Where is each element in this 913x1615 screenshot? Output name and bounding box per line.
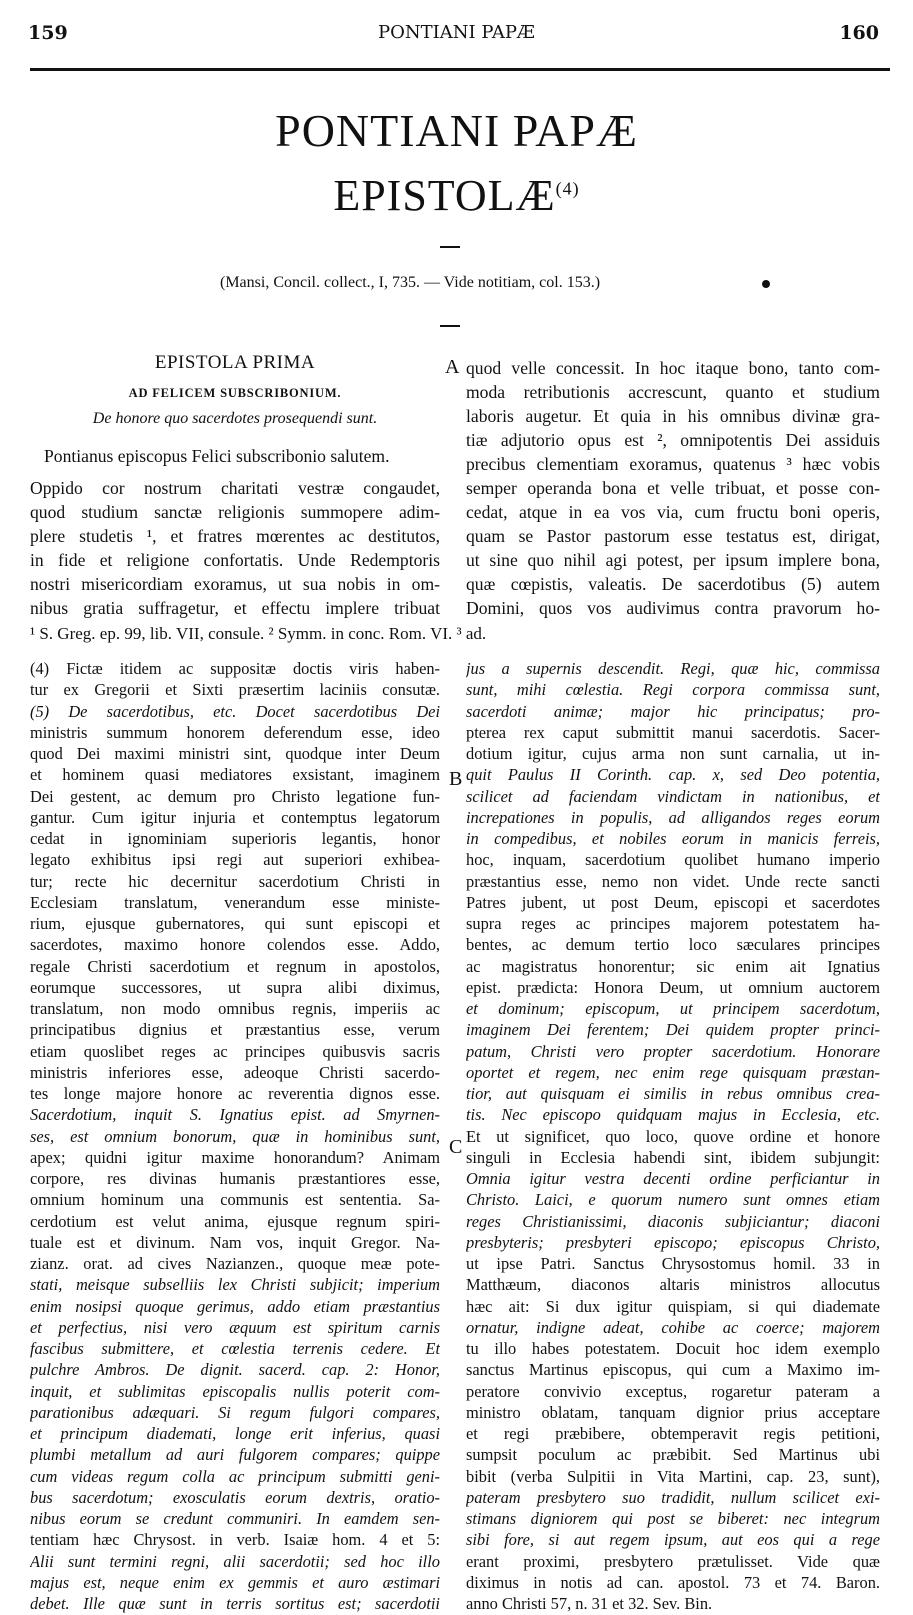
note-line-right: diximus in notis ad can. apostol. 73 et 74. Baron. — [466, 1572, 880, 1592]
note-line-right: bibit (verba Sulpitii in Vita Martini, cap. 23, sunt), — [466, 1466, 880, 1486]
note-line-left: fascibus submittere, et cœlestia terrenis cedere. Et — [30, 1339, 440, 1358]
note-line-left: et perfectius, nisi vero æquum est spiritum carnis — [30, 1317, 440, 1337]
note-line-right: tu illo habes potestatem. Docuit hoc idem exemplo — [466, 1339, 880, 1358]
note-line-left: rium, ejusque gubernatores, qui sunt episcopi et — [30, 914, 440, 933]
header-rule — [30, 68, 890, 71]
page-number-right: 160 — [839, 22, 879, 44]
body-line: precibus clementiam exoramus, quatenus ³ hæc vobis — [466, 454, 880, 474]
body-line: moda retributionis accrescunt, quanto et studium — [466, 382, 880, 402]
note-line-right: sanctus Martinus episcopus, qui cum a Maximo im- — [466, 1360, 880, 1380]
note-line-right: tior, aut quisquam ei similis in rebus omnibus crea- — [466, 1084, 880, 1103]
note-line-right: increpationes in populis, ad alligandos reges eorum — [466, 807, 880, 827]
note-line-right: ac magistratus honorentur; sic enim ait Ignatius — [466, 956, 880, 976]
note-line-right: pterea rex caput submittit manui sacerdotis. Sacer- — [466, 722, 880, 742]
body-line: tiæ adjutorio opus est ², omnipotentis Dei assiduis — [466, 430, 880, 450]
note-line-left: translatum, non modo omnibus regnis, imperiis ac — [30, 999, 440, 1018]
page-number-left: 159 — [28, 22, 68, 44]
note-line-left: tur; recte hic decernitur sacerdotium Christi in — [30, 871, 440, 891]
note-line-right: tis. Nec episcopo quidquam majus in Ecclesia, etc. — [466, 1105, 880, 1125]
note-line-left: et principum diademati, longe erit inferius, quasi — [30, 1424, 440, 1443]
footnotes: ¹ S. Greg. ep. 99, lib. VII, consule. ² Symm. in conc. Rom. VI. ³ ad. — [30, 624, 487, 643]
running-title: PONTIANI PAPÆ — [378, 22, 535, 43]
note-line-left: principatibus dignius et præstantius esse, verum — [30, 1020, 440, 1040]
note-line-left: tes longe majore honore ac reverentia dignos esse. — [30, 1084, 440, 1103]
note-line-left: debet. Ille quæ sunt in terris sortitus est; sacerdotii — [30, 1594, 440, 1613]
note-line-left: apex; quidni igitur maxime honorandum? Animam — [30, 1147, 440, 1167]
note-line-left: ministris inferiores esse, adeoque Christi sacerdo- — [30, 1062, 440, 1082]
title-note-marker: (4) — [555, 178, 580, 199]
note-line-right: peratore convivio exceptus, rogaretur pateram a — [466, 1381, 880, 1401]
note-line-right: stimans digniorem qui post se biberet: nec integrum — [466, 1509, 880, 1528]
sub-title-text: EPISTOLÆ — [333, 171, 556, 220]
note-line-right: epist. prædicta: Honora Deum, ut omnium auctorem — [466, 977, 880, 997]
note-line-right: jus a supernis descendit. Regi, quæ hic, commissa — [466, 659, 880, 678]
note-line-left: sacerdotes, maximo honore colendos esse. Addo, — [30, 935, 440, 955]
body-line: in fide et religione confortatis. Unde Redemptoris — [30, 550, 440, 570]
note-line-left: tur ex Gregorii et Sixti præsertim laciniis consutæ. — [30, 680, 440, 700]
note-line-right: sunt, mihi cœlestia. Regi corpora commissa sunt, — [466, 680, 880, 700]
note-line-right: erant proximi, presbytero prætulisset. Vide quæ — [466, 1551, 880, 1571]
note-line-right: supra reges ac principes majorem potestatem ha- — [466, 914, 880, 933]
title-dash-1 — [440, 246, 460, 248]
note-line-right: et dominum; episcopum, ut principem sacerdotum, — [466, 999, 880, 1018]
note-line-right: Et ut significet, quo loco, quove ordine et honore — [466, 1126, 880, 1146]
body-line: Domini, quos vos audivimus contra pravorum ho- — [466, 598, 880, 618]
note-line-left: cum videas regum colla ac principum submitti geni- — [30, 1466, 440, 1486]
ink-dot — [762, 280, 770, 288]
note-line-left: inquit, et sublimitas episcopalis nullis poterit com- — [30, 1381, 440, 1401]
note-line-right: imaginem Dei ferentem; Dei quidem propter princi- — [466, 1020, 880, 1040]
note-line-left: majus est, neque enim ex gemmis et auro æstimari — [30, 1572, 440, 1592]
note-line-left: nibus eorum se credunt communiri. In eamdem sen- — [30, 1509, 440, 1528]
note-line-right: anno Christi 57, n. 31 et 32. Sev. Bin. — [466, 1594, 713, 1613]
letter-subject: De honore quo sacerdotes prosequendi sunt. — [92, 410, 378, 427]
note-line-left: enim nosipsi quoque gerimus, addo etiam præstantius — [30, 1296, 440, 1316]
note-line-left: cerdotium est velut anima, ejusque regnum spiri- — [30, 1211, 440, 1231]
note-line-right: dotium igitur, cujus arma non sunt carnalia, ut in- — [466, 744, 880, 763]
note-line-left: (5) De sacerdotibus, etc. Docet sacerdotibus Dei — [30, 701, 440, 721]
note-line-right: Christo. Laici, e quorum numero sunt omnes etiam — [466, 1190, 880, 1210]
body-line: semper operanda bona et velle tribuat, et posse con- — [466, 478, 880, 498]
source-reference: (Mansi, Concil. collect., I, 735. — Vide notitiam, col. 153.) — [220, 274, 601, 291]
margin-letter-a: A — [445, 356, 460, 378]
note-line-left: zianz. orat. ad cives Nazianzen., quoque meæ pote- — [30, 1254, 440, 1273]
note-line-left: Alii sunt termini regni, alii sacerdotii; sed hoc illo — [30, 1551, 440, 1571]
note-line-right: oportet et regem, nec enim rege quisquam præstan- — [466, 1062, 880, 1082]
letter-heading: EPISTOLA PRIMA — [154, 352, 316, 373]
body-line: cedat, atque in ea vos via, cum fructu boni operis, — [466, 502, 880, 522]
note-line-left: quod Dei maximi ministri sint, quodque inter Deum — [30, 744, 440, 763]
note-line-left: ministris summum honorem deferendum esse, ideo — [30, 722, 440, 742]
note-line-right: bentes, ac demum tertio loco sæculares principes — [466, 935, 880, 955]
note-line-left: legato exhibitus ipsi regi aut superiori exhibea- — [30, 850, 440, 870]
note-line-right: quit Paulus II Corinth. cap. x, sed Deo potentia, — [466, 765, 880, 785]
note-line-left: parationibus adæquari. Si regum fulgori compares, — [30, 1402, 440, 1422]
note-line-right: presbyteris; presbyteri episcopo; episcopus Christo, — [466, 1232, 880, 1252]
body-line: Oppido cor nostrum charitati vestræ congaudet, — [30, 478, 440, 498]
note-line-right: in compedibus, et nobiles eorum in manicis ferreis, — [466, 829, 880, 848]
note-line-left: Sacerdotium, inquit S. Ignatius epist. ad Smyrnen- — [30, 1105, 440, 1125]
body-line: quam se Pastor pastorum esse testatus est, dirigat, — [466, 526, 880, 546]
note-line-right: ministro oblatam, tanquam dignior prius acceptare — [466, 1402, 880, 1422]
note-line-left: tuale est et divinum. Nam vos, inquit Gregor. Na- — [30, 1232, 440, 1252]
body-line: ut sine quo nihil agi potest, per ipsum implere bona, — [466, 550, 880, 570]
note-line-right: ornatur, indigne adeat, cohibe ac coerce; majorem — [466, 1317, 880, 1337]
note-line-left: eorumque successores, ut supra alibi diximus, — [30, 977, 440, 997]
note-line-left: stati, meisque subselliis lex Christi subjicit; imperium — [30, 1275, 440, 1295]
body-line: quæ cœpistis, valeatis. De sacerdotibus (5) autem — [466, 574, 880, 594]
note-line-right: sibi fore, si aut regem ipsum, aut eos qui a rege — [466, 1530, 880, 1550]
main-title: PONTIANI PAPÆ — [275, 105, 638, 156]
note-line-right: hoc, inquam, sacerdotium quolibet humano imperio — [466, 850, 880, 870]
margin-letter-b: B — [449, 768, 463, 790]
note-line-left: bus sacerdotum; exosculatis eorum dextris, oratio- — [30, 1487, 440, 1507]
note-line-right: ut ipse Patri. Sanctus Chrysostomus homil. 33 in — [466, 1254, 880, 1273]
body-line: laboris augetur. Et quia in his omnibus divinæ gra- — [466, 406, 880, 426]
note-line-left: omnium hominum una communis est sententia. Sa- — [30, 1190, 440, 1210]
note-line-right: singuli in Ecclesia habendi sint, ibidem subjungit: — [466, 1147, 880, 1167]
note-line-left: ses, est omnium bonorum, quæ in hominibus sunt, — [30, 1126, 440, 1146]
note-line-right: Patres jubent, ut post Deum, episcopi et sacerdotes — [466, 892, 880, 912]
note-line-right: hæc ait: Si dux igitur quispiam, si qui diademate — [466, 1296, 880, 1316]
note-line-right: sumpsit poculum ac præbibit. Sed Martinus ubi — [466, 1445, 880, 1465]
note-line-left: corpore, res divinas humanis præstantiores esse, — [30, 1169, 440, 1188]
note-line-left: Ecclesiam translatum, venerandum esse ministe- — [30, 892, 440, 912]
note-line-left: etiam quoslibet reges ac principes quibusvis sacris — [30, 1041, 440, 1061]
note-line-left: cedat in ignominiam superioris legantis, honor — [30, 829, 440, 848]
note-line-right: Matthæum, diaconos altaris ministros allocutus — [466, 1275, 880, 1295]
note-line-right: pateram presbytero suo tradidit, nullum scilicet exi- — [466, 1487, 880, 1507]
body-line: quod studium sanctæ religionis summopere adim- — [30, 502, 440, 522]
margin-letter-c: C — [449, 1136, 463, 1158]
letter-addressee: AD FELICEM SUBSCRIBONIUM. — [128, 386, 342, 400]
body-line: nostri misericordiam exoramus, ut sua nobis in om- — [30, 574, 440, 594]
note-line-right: Omnia igitur vestra decenti ordine perficiantur in — [466, 1169, 880, 1188]
letter-salutation: Pontianus episcopus Felici subscribonio salutem. — [44, 446, 390, 466]
title-dash-2 — [440, 325, 460, 327]
note-line-left: regale Christi sacerdotium et regnum in apostolos, — [30, 956, 440, 976]
note-line-left: tentiam hæc Chrysost. in verb. Isaiæ hom. 4 et 5: — [30, 1530, 440, 1550]
note-line-left: gantur. Cum igitur injuria et contemptus legatorum — [30, 807, 440, 827]
note-line-right: reges Christianissimi, diaconis subjiciantur; diaconi — [466, 1211, 880, 1231]
note-line-right: præstantius esse, nemo non videt. Unde recte sancti — [466, 871, 880, 891]
body-line: nibus gratia suffragetur, et effectu implere tribuat — [30, 598, 440, 618]
note-line-left: et hominem quasi mediatores exsistant, imaginem — [30, 765, 440, 785]
sub-title — [0, 170, 913, 221]
note-line-right: patum, Christi vero propter sacerdotium. Honorare — [466, 1041, 880, 1061]
note-line-left: plumbi metallum ad auri fulgorem compares; quippe — [30, 1445, 440, 1465]
note-line-right: et regi præbibere, obtemperavit regis petitioni, — [466, 1424, 880, 1443]
note-line-right: sacerdoti animæ; major hic principatus; pro- — [466, 701, 880, 721]
note-line-right: scilicet ad faciendam vindictam in nationibus, et — [466, 786, 880, 806]
note-line-left: Dei gestent, ac demum pro Christo legatione fun- — [30, 786, 440, 806]
note-line-left: pulchre Ambros. De dignit. sacerd. cap. 2: Honor, — [30, 1360, 440, 1380]
note-line-left: (4) Fictæ itidem ac suppositæ doctis viris haben- — [30, 659, 440, 678]
body-line: quod velle concessit. In hoc itaque bono, tanto com- — [466, 358, 880, 378]
body-line: plere studetis ¹, et fratres mœrentes ac destitutos, — [30, 526, 440, 546]
